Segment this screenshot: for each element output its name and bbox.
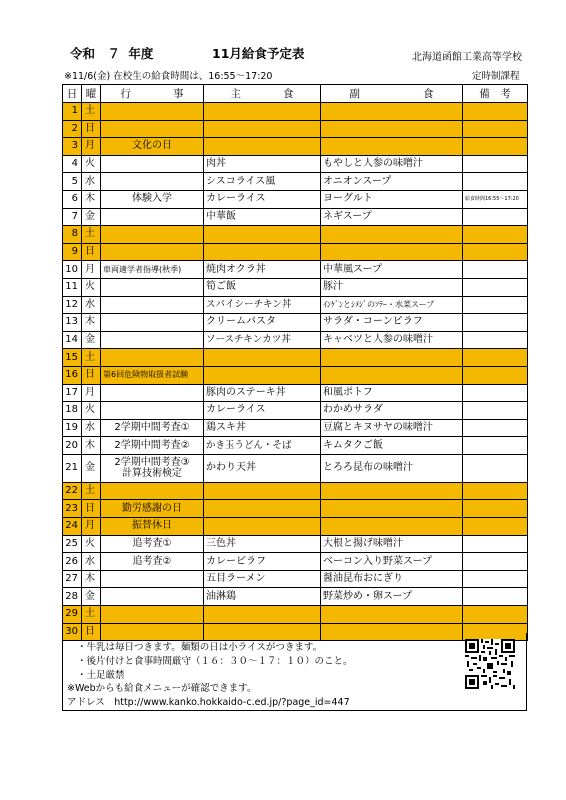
side-cell: [321, 120, 463, 138]
side-cell: 豚汁: [321, 278, 463, 296]
day-cell: 13: [63, 314, 82, 332]
remark-cell: [463, 500, 528, 518]
weekday-cell: 日: [82, 120, 101, 138]
day-cell: 24: [63, 518, 82, 536]
side-cell: もやしと人参の味噌汁: [321, 155, 463, 173]
staple-cell: [204, 518, 321, 536]
staple-cell: 五目ラーメン: [204, 570, 321, 588]
remark-cell: [463, 103, 528, 121]
event-cell: [101, 482, 204, 500]
side-cell: [321, 606, 463, 624]
event-cell: 文化の日: [101, 138, 204, 156]
table-row: [63, 500, 528, 518]
event-cell: [101, 588, 204, 606]
table-row: [63, 553, 528, 571]
staple-cell: 油淋鶏: [204, 588, 321, 606]
day-cell: 23: [63, 500, 82, 518]
event-cell: [101, 226, 204, 244]
table-row: [63, 103, 528, 121]
day-cell: 27: [63, 570, 82, 588]
side-cell: オニオンスープ: [321, 173, 463, 191]
header-day: 日: [63, 85, 82, 103]
weekday-cell: 日: [82, 623, 101, 641]
remark-cell: [463, 243, 528, 261]
table-row: [63, 384, 528, 402]
footer-notes: [62, 633, 527, 711]
event-cell: [101, 296, 204, 314]
day-cell: 19: [63, 419, 82, 437]
menu-table: [62, 84, 528, 641]
remark-cell: [463, 226, 528, 244]
remark-cell: [463, 606, 528, 624]
side-cell: [321, 500, 463, 518]
staple-cell: [204, 138, 321, 156]
day-cell: 15: [63, 349, 82, 367]
remark-cell: [463, 518, 528, 536]
day-cell: 4: [63, 155, 82, 173]
event-cell: 勤労感謝の日: [101, 500, 204, 518]
event-cell: 体験入学: [101, 190, 204, 208]
event-cell: 第6回危険物取扱者試験: [101, 366, 204, 384]
side-cell: わかめサラダ: [321, 402, 463, 420]
remark-cell: [463, 314, 528, 332]
side-cell: 和風ポトフ: [321, 384, 463, 402]
event-cell: [101, 402, 204, 420]
year-label: 年度: [128, 46, 154, 61]
table-row: [63, 518, 528, 536]
remark-cell: [463, 138, 528, 156]
weekday-cell: 金: [82, 588, 101, 606]
side-cell: 野菜炒め・卵スープ: [321, 588, 463, 606]
staple-cell: [204, 366, 321, 384]
event-cell: 車両適学者指導(秋季): [101, 261, 204, 279]
weekday-cell: 月: [82, 261, 101, 279]
table-header-row: [63, 85, 528, 103]
event-cell: [101, 314, 204, 332]
table-row: [63, 419, 528, 437]
remark-cell: [463, 535, 528, 553]
staple-cell: [204, 349, 321, 367]
remark-cell: [463, 588, 528, 606]
weekday-cell: 月: [82, 518, 101, 536]
staple-cell: [204, 243, 321, 261]
side-cell: [321, 243, 463, 261]
remark-cell: 給食時間16:55～17:20: [463, 190, 528, 208]
table-row: [63, 120, 528, 138]
staple-cell: 中華飯: [204, 208, 321, 226]
staple-cell: ソースチキンカツ丼: [204, 331, 321, 349]
staple-cell: [204, 606, 321, 624]
course-label: 定時制課程: [472, 71, 520, 82]
remark-cell: [463, 296, 528, 314]
remark-cell: [463, 261, 528, 279]
side-cell: キャベツと人参の味噌汁: [321, 331, 463, 349]
weekday-cell: 金: [82, 331, 101, 349]
weekday-cell: 火: [82, 278, 101, 296]
table-row: [63, 349, 528, 367]
day-cell: 29: [63, 606, 82, 624]
staple-cell: [204, 226, 321, 244]
table-row: [63, 208, 528, 226]
table-row: [63, 190, 528, 208]
weekday-cell: 土: [82, 349, 101, 367]
staple-cell: カレーピラフ: [204, 553, 321, 571]
table-row: [63, 402, 528, 420]
header-remarks: 備 考: [463, 85, 528, 103]
side-cell: サラダ・コーンピラフ: [321, 314, 463, 332]
event-cell: [101, 349, 204, 367]
side-cell: 醤油昆布おにぎり: [321, 570, 463, 588]
side-cell: 中華風スープ: [321, 261, 463, 279]
day-cell: 1: [63, 103, 82, 121]
event-cell: [101, 243, 204, 261]
event-cell: [101, 120, 204, 138]
side-cell: ベーコン入り野菜スープ: [321, 553, 463, 571]
table-row: [63, 588, 528, 606]
staple-cell: かき玉うどん・そば: [204, 437, 321, 455]
header-weekday: 曜: [82, 85, 101, 103]
page-title: 11月給食予定表: [212, 46, 305, 61]
weekday-cell: 木: [82, 570, 101, 588]
weekday-cell: 火: [82, 155, 101, 173]
lunch-time-note: ※11/6(金) 在校生の給食時間は、16:55～17:20: [64, 71, 273, 82]
staple-cell: クリームパスタ: [204, 314, 321, 332]
weekday-cell: 木: [82, 437, 101, 455]
side-cell: [321, 518, 463, 536]
day-cell: 14: [63, 331, 82, 349]
remark-cell: [463, 349, 528, 367]
side-cell: [321, 138, 463, 156]
weekday-cell: 木: [82, 314, 101, 332]
remark-cell: [463, 278, 528, 296]
staple-cell: [204, 482, 321, 500]
staple-cell: [204, 103, 321, 121]
day-cell: 28: [63, 588, 82, 606]
weekday-cell: 月: [82, 384, 101, 402]
remark-cell: [463, 208, 528, 226]
staple-cell: かわり天丼: [204, 454, 321, 482]
table-row: [63, 437, 528, 455]
day-cell: 25: [63, 535, 82, 553]
day-cell: 8: [63, 226, 82, 244]
day-cell: 16: [63, 366, 82, 384]
event-cell: 2学期中間考査③ 計算技術検定: [101, 454, 204, 482]
remark-cell: [463, 402, 528, 420]
staple-cell: 豚肉のステーキ丼: [204, 384, 321, 402]
event-cell: [101, 278, 204, 296]
event-cell: 2学期中間考査②: [101, 437, 204, 455]
table-row: [63, 366, 528, 384]
school-name: 北海道函館工業高等学校: [412, 52, 522, 63]
event-cell: [101, 384, 204, 402]
weekday-cell: 火: [82, 402, 101, 420]
note-web: ※Webからも給食メニューが確認できます。: [67, 683, 257, 694]
weekday-cell: 日: [82, 243, 101, 261]
event-cell: 振替休日: [101, 518, 204, 536]
side-cell: [321, 482, 463, 500]
weekday-cell: 水: [82, 553, 101, 571]
staple-cell: 鶏スキ丼: [204, 419, 321, 437]
weekday-cell: 土: [82, 482, 101, 500]
header-side: 副 食: [321, 85, 463, 103]
day-cell: 17: [63, 384, 82, 402]
remark-cell: [463, 553, 528, 571]
day-cell: 5: [63, 173, 82, 191]
staple-cell: 焼肉オクラ丼: [204, 261, 321, 279]
table-body: [63, 103, 528, 641]
side-cell: とろろ昆布の味噌汁: [321, 454, 463, 482]
side-cell: [321, 226, 463, 244]
table-row: [63, 331, 528, 349]
staple-cell: [204, 500, 321, 518]
remark-cell: [463, 331, 528, 349]
header-staple: 主 食: [204, 85, 321, 103]
remark-cell: [463, 155, 528, 173]
day-cell: 7: [63, 208, 82, 226]
remark-cell: [463, 366, 528, 384]
day-cell: 30: [63, 623, 82, 641]
table-row: [63, 314, 528, 332]
event-cell: [101, 606, 204, 624]
staple-cell: 三色丼: [204, 535, 321, 553]
staple-cell: カレーライス: [204, 402, 321, 420]
qr-code-icon: [465, 639, 515, 689]
weekday-cell: 月: [82, 138, 101, 156]
note-milk: ・牛乳は毎日つきます。麺類の日は小ライスがつきます。: [77, 642, 323, 653]
weekday-cell: 土: [82, 606, 101, 624]
table-row: [63, 155, 528, 173]
table-row: [63, 606, 528, 624]
staple-cell: 筍ご飯: [204, 278, 321, 296]
weekday-cell: 木: [82, 190, 101, 208]
table-row: [63, 296, 528, 314]
event-cell: [101, 173, 204, 191]
weekday-cell: 日: [82, 500, 101, 518]
event-cell: [101, 155, 204, 173]
event-cell: [101, 570, 204, 588]
event-cell: 追考査①: [101, 535, 204, 553]
table-row: [63, 535, 528, 553]
web-address: アドレス http://www.kanko.hokkaido-c.ed.jp/?page_id=447: [67, 697, 350, 708]
event-cell: [101, 208, 204, 226]
table-row: [63, 482, 528, 500]
era-label: 令和 ７: [70, 46, 121, 61]
side-cell: 豆腐とキヌサヤの味噌汁: [321, 419, 463, 437]
side-cell: ヨーグルト: [321, 190, 463, 208]
event-cell: [101, 331, 204, 349]
day-cell: 26: [63, 553, 82, 571]
day-cell: 18: [63, 402, 82, 420]
day-cell: 21: [63, 454, 82, 482]
note-cleanup: ・後片付けと食事時間厳守（１６：３０～１７：１０）のこと。: [77, 656, 353, 667]
table-row: [63, 243, 528, 261]
table-row: [63, 454, 528, 482]
remark-cell: [463, 482, 528, 500]
event-cell: 2学期中間考査①: [101, 419, 204, 437]
weekday-cell: 土: [82, 103, 101, 121]
weekday-cell: 日: [82, 366, 101, 384]
side-cell: [321, 366, 463, 384]
day-cell: 22: [63, 482, 82, 500]
side-cell: ネギスープ: [321, 208, 463, 226]
side-cell: [321, 349, 463, 367]
note-shoes: ・土足厳禁: [77, 670, 125, 681]
day-cell: 11: [63, 278, 82, 296]
weekday-cell: 水: [82, 296, 101, 314]
weekday-cell: 金: [82, 454, 101, 482]
staple-cell: スパイシーチキン丼: [204, 296, 321, 314]
table-row: [63, 138, 528, 156]
weekday-cell: 土: [82, 226, 101, 244]
table-row: [63, 570, 528, 588]
staple-cell: カレーライス: [204, 190, 321, 208]
weekday-cell: 水: [82, 173, 101, 191]
table-row: [63, 261, 528, 279]
remark-cell: [463, 384, 528, 402]
side-cell: 大根と揚げ味噌汁: [321, 535, 463, 553]
staple-cell: 肉丼: [204, 155, 321, 173]
weekday-cell: 火: [82, 535, 101, 553]
weekday-cell: 水: [82, 419, 101, 437]
event-cell: 追考査②: [101, 553, 204, 571]
side-cell: キムタクご飯: [321, 437, 463, 455]
day-cell: 2: [63, 120, 82, 138]
day-cell: 12: [63, 296, 82, 314]
event-cell: [101, 103, 204, 121]
table-row: [63, 278, 528, 296]
day-cell: 20: [63, 437, 82, 455]
side-cell: [321, 103, 463, 121]
table-row: [63, 173, 528, 191]
day-cell: 6: [63, 190, 82, 208]
day-cell: 3: [63, 138, 82, 156]
remark-cell: [463, 570, 528, 588]
remark-cell: [463, 120, 528, 138]
era-year: [70, 44, 153, 62]
remark-cell: [463, 454, 528, 482]
remark-cell: [463, 173, 528, 191]
remark-cell: [463, 419, 528, 437]
weekday-cell: 金: [82, 208, 101, 226]
table-row: [63, 226, 528, 244]
side-cell: ｲﾝｹﾞﾝとｼﾒｼﾞのｿﾃｰ・水菜スープ: [321, 296, 463, 314]
day-cell: 10: [63, 261, 82, 279]
day-cell: 9: [63, 243, 82, 261]
staple-cell: [204, 120, 321, 138]
header-events: 行 事: [101, 85, 204, 103]
staple-cell: シスコライス風: [204, 173, 321, 191]
remark-cell: [463, 437, 528, 455]
